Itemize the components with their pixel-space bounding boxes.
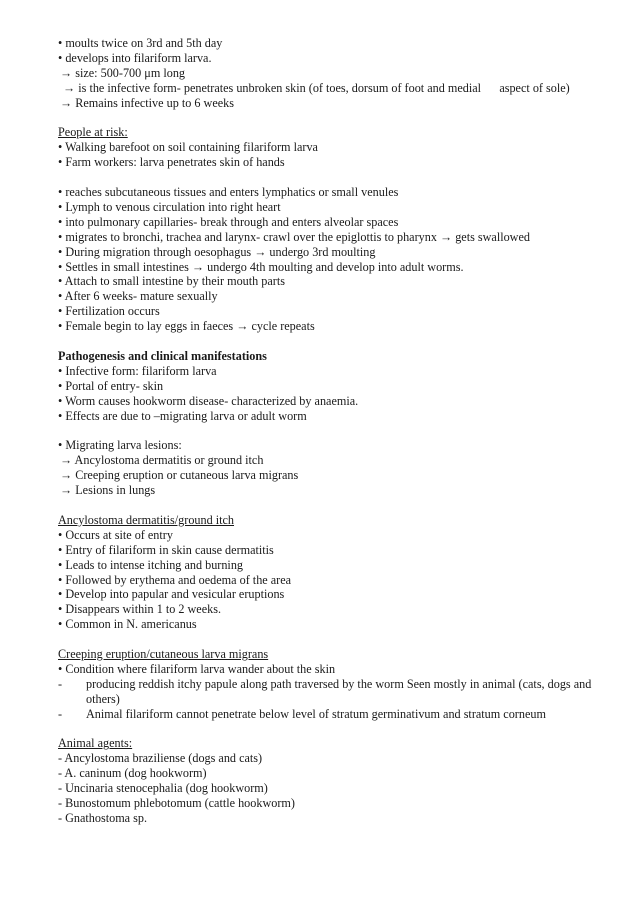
list-item: • Condition where filariform larva wander about the skin bbox=[58, 661, 336, 676]
section-heading: Ancylostoma dermatitis/ground itch bbox=[58, 512, 235, 527]
list-item: - A. caninum (dog hookworm) bbox=[58, 766, 207, 781]
section-heading: People at risk: bbox=[58, 125, 128, 140]
lifecycle-section bbox=[58, 185, 603, 334]
list-item: • Worm causes hookworm disease- characterized by anaemia. bbox=[58, 393, 359, 408]
migrating-section bbox=[58, 438, 603, 498]
list-item: • Walking barefoot on soil containing filariform larva bbox=[58, 140, 318, 155]
list-item: → Remains infective up to 6 weeks bbox=[60, 95, 234, 110]
list-item-text: producing reddish itchy papule along path traversed by the worm Seen mostly in animal (cats, dogs and others) bbox=[86, 676, 592, 706]
dash-list-item bbox=[58, 677, 603, 707]
animal-section bbox=[58, 736, 603, 825]
list-item: • Migrating larva lesions: bbox=[58, 438, 182, 453]
list-item: → size: 500-700 μm long bbox=[60, 65, 186, 80]
list-item: → Creeping eruption or cutaneous larva migrans bbox=[60, 468, 299, 483]
list-item: • During migration through oesophagus → undergo 3rd moulting bbox=[58, 244, 376, 259]
intro-section bbox=[58, 36, 603, 111]
list-item: • Portal of entry- skin bbox=[58, 378, 164, 393]
list-item: • Lymph to venous circulation into right heart bbox=[58, 199, 281, 214]
list-item: • Female begin to lay eggs in faeces → cycle repeats bbox=[58, 319, 315, 334]
list-item: • develops into filariform larva. bbox=[58, 50, 212, 65]
document-page bbox=[58, 36, 603, 826]
creeping-section bbox=[58, 647, 603, 722]
section-heading: Creeping eruption/cutaneous larva migrans bbox=[58, 647, 269, 662]
list-item: • reaches subcutaneous tissues and enters lymphatics or small venules bbox=[58, 185, 399, 200]
list-item: • Disappears within 1 to 2 weeks. bbox=[58, 602, 222, 617]
risk-section bbox=[58, 125, 603, 170]
list-item: • After 6 weeks- mature sexually bbox=[58, 289, 218, 304]
list-item-text: Animal filariform cannot penetrate below level of stratum germinativum and stratum corneum bbox=[86, 706, 546, 721]
list-item: • Entry of filariform in skin cause dermatitis bbox=[58, 542, 274, 557]
list-item: • Leads to intense itching and burning bbox=[58, 557, 244, 572]
list-item: - Ancylostoma braziliense (dogs and cats) bbox=[58, 751, 263, 766]
list-item: • Farm workers: larva penetrates skin of hands bbox=[58, 155, 285, 170]
list-item: • Settles in small intestines → undergo 4th moulting and develop into adult worms. bbox=[58, 259, 464, 274]
dash-list-item bbox=[58, 707, 603, 722]
list-item: → Lesions in lungs bbox=[60, 483, 156, 498]
list-item: • migrates to bronchi, trachea and larynx- crawl over the epiglottis to pharynx → gets swallowed bbox=[58, 229, 530, 244]
pathogenesis-section bbox=[58, 349, 603, 424]
list-item: • Infective form: filariform larva bbox=[58, 363, 217, 378]
section-heading: Animal agents: bbox=[58, 736, 133, 751]
list-item: • Common in N. americanus bbox=[58, 617, 197, 632]
list-item: - Uncinaria stenocephalia (dog hookworm) bbox=[58, 781, 268, 796]
list-item: • Effects are due to –migrating larva or adult worm bbox=[58, 408, 307, 423]
dash-marker: - bbox=[58, 706, 63, 721]
list-item: • Occurs at site of entry bbox=[58, 527, 173, 542]
list-item: • moults twice on 3rd and 5th day bbox=[58, 36, 223, 50]
list-item: - Gnathostoma sp. bbox=[58, 811, 148, 826]
list-item: → Ancylostoma dermatitis or ground itch bbox=[60, 453, 264, 468]
dermatitis-section bbox=[58, 513, 603, 632]
list-item: • Attach to small intestine by their mouth parts bbox=[58, 274, 285, 289]
section-heading: Pathogenesis and clinical manifestations bbox=[58, 348, 267, 363]
list-item: • into pulmonary capillaries- break through and enters alveolar spaces bbox=[58, 214, 399, 229]
list-item: • Followed by erythema and oedema of the area bbox=[58, 572, 292, 587]
list-item: → is the infective form- penetrates unbroken skin (of toes, dorsum of foot and medial aspect of sole) bbox=[60, 80, 570, 95]
list-item: • Develop into papular and vesicular eruptions bbox=[58, 587, 285, 602]
dash-marker: - bbox=[58, 676, 63, 691]
list-item: - Bunostomum phlebotomum (cattle hookworm) bbox=[58, 796, 295, 811]
list-item: • Fertilization occurs bbox=[58, 304, 160, 319]
